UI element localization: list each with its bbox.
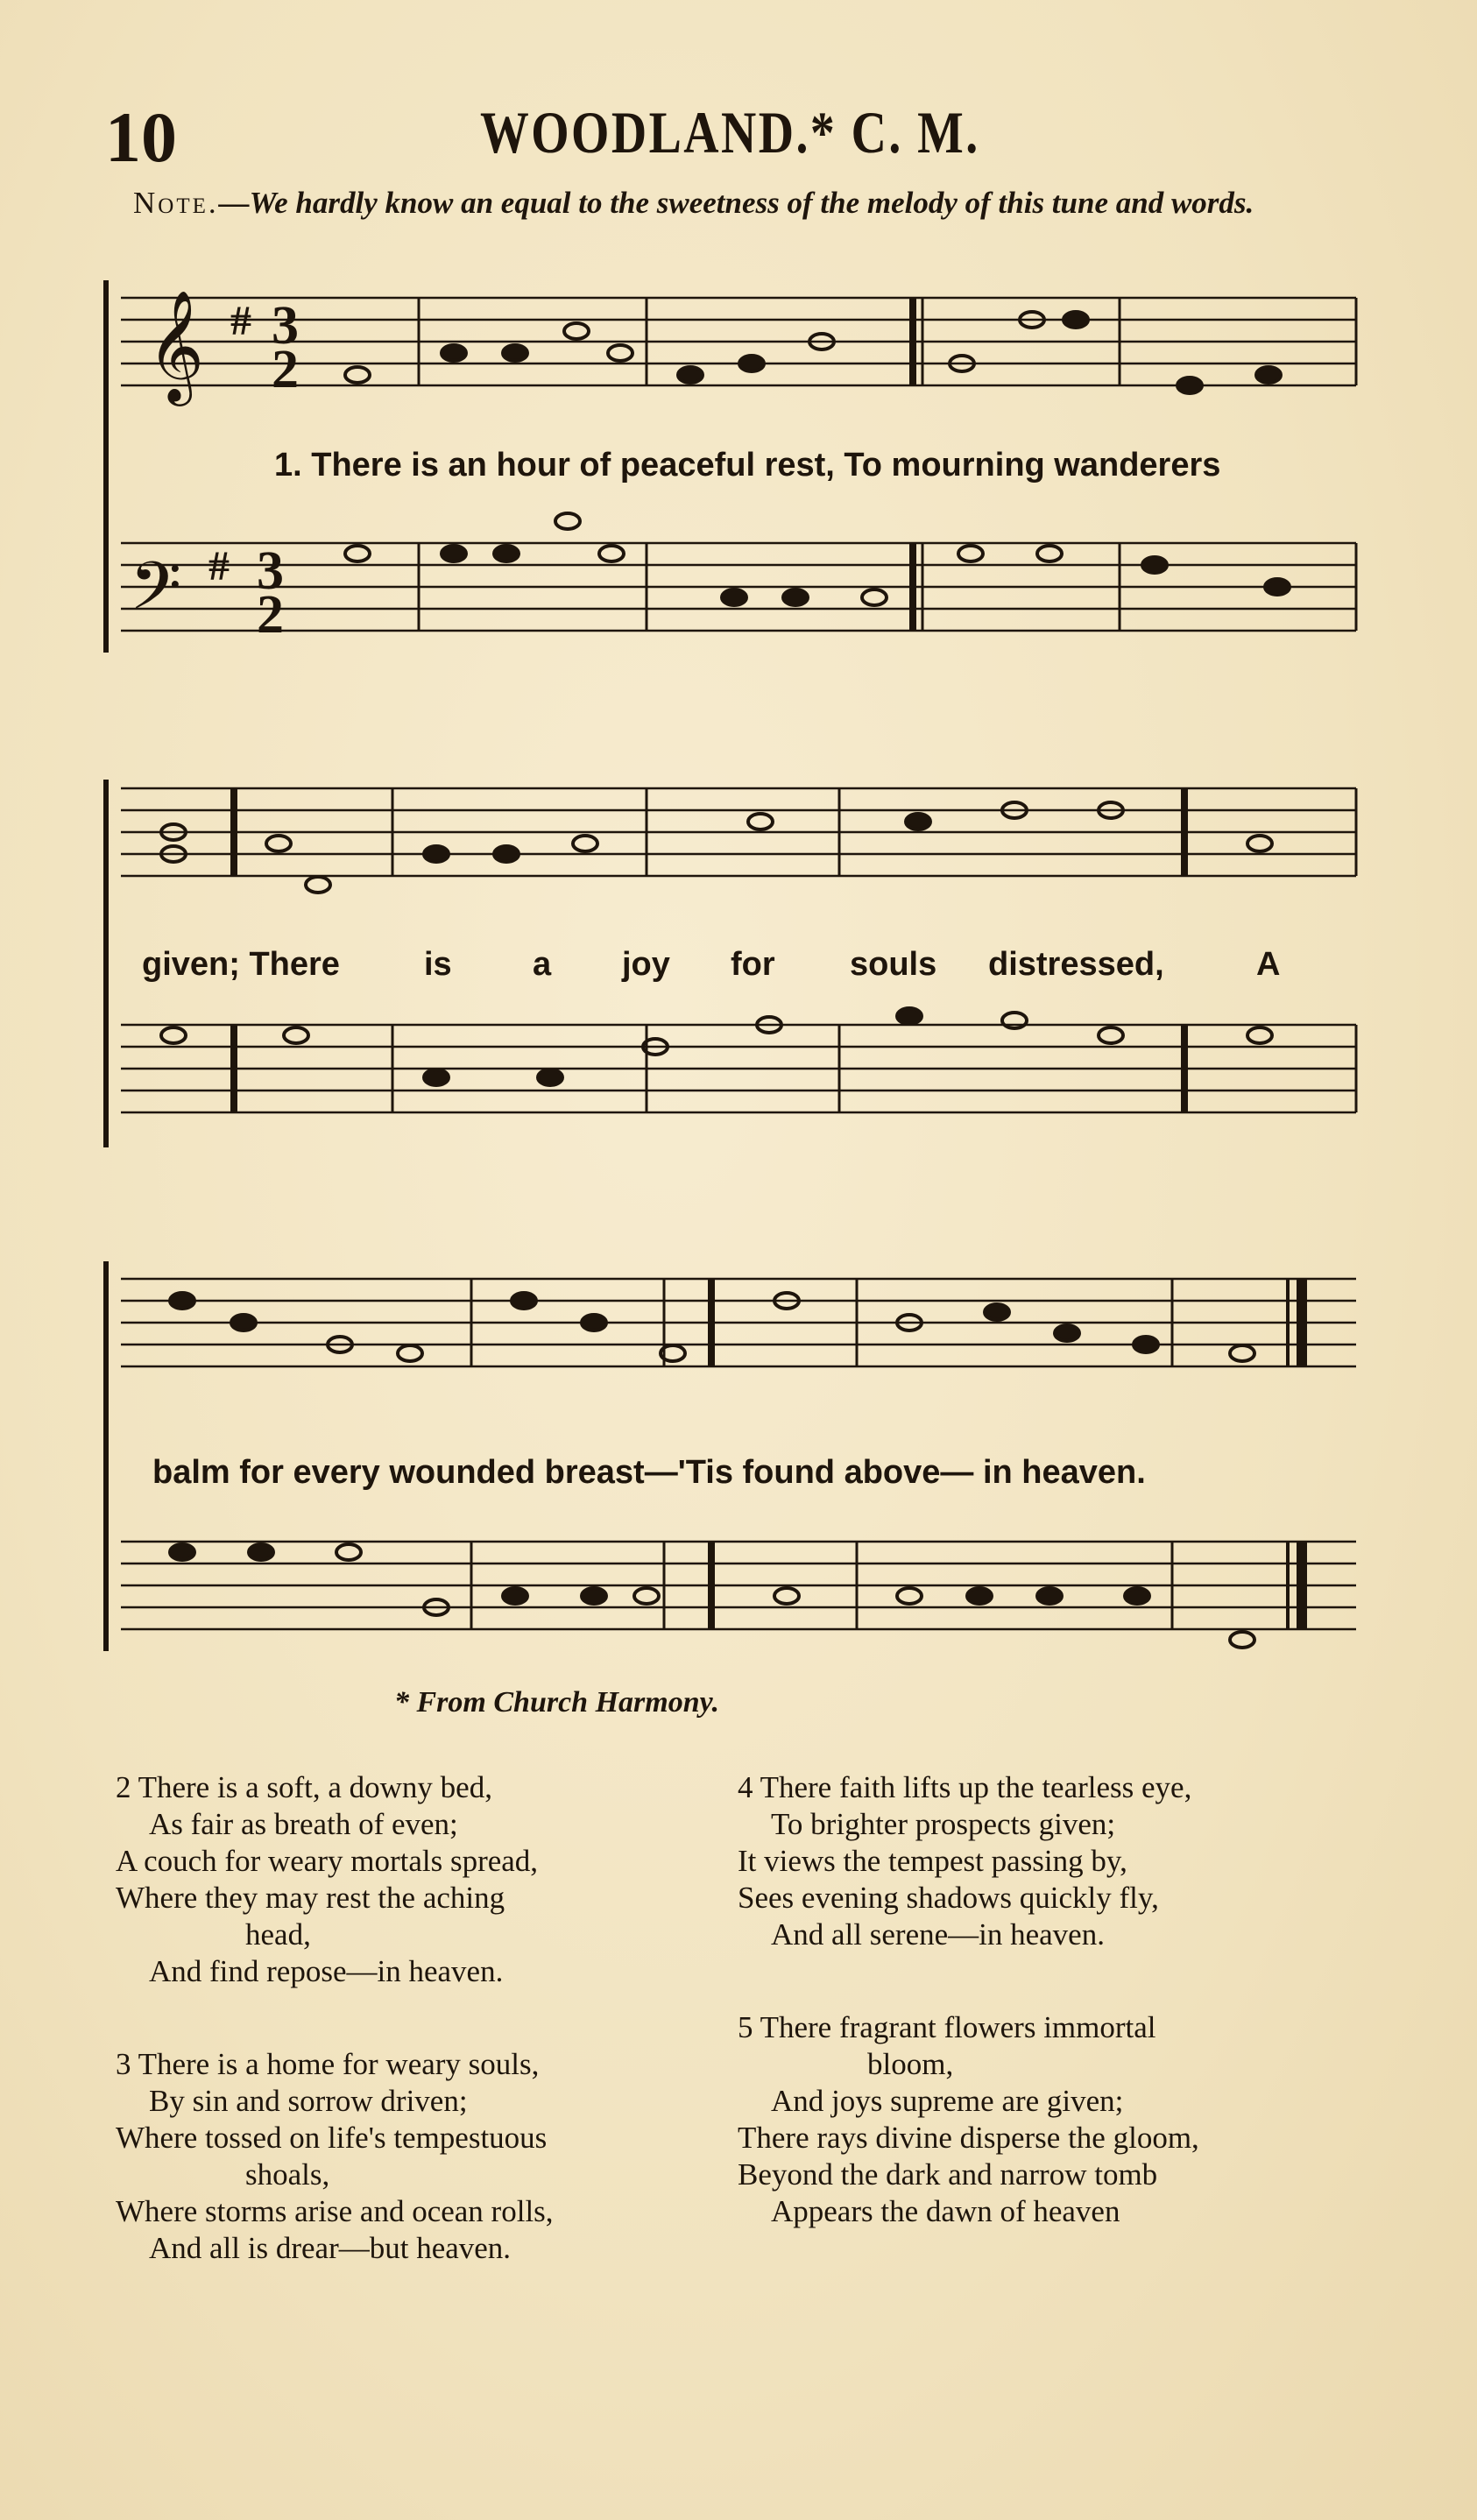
verse-line: 2 There is a soft, a downy bed, <box>116 1770 492 1804</box>
verse-line: It views the tempest passing by, <box>738 1844 1127 1878</box>
svg-text:2: 2 <box>257 585 284 645</box>
page-number: 10 <box>105 97 177 177</box>
key-sharp: # <box>230 298 251 344</box>
time-top: 3 <box>272 296 299 356</box>
verse-line: To brighter prospects given; <box>771 1807 1116 1841</box>
music-system-3 <box>103 1244 1363 1664</box>
verse-line: There rays divine disperse the gloom, <box>738 2121 1199 2155</box>
notes-system-2 <box>161 802 1272 1085</box>
treble-staff-lines <box>121 298 1356 385</box>
svg-text:3: 3 <box>257 541 284 601</box>
verse-line: Where storms arise and ocean rolls, <box>116 2194 554 2228</box>
hymn-title: WOODLAND.* C. M. <box>480 99 980 166</box>
verse-line: A couch for weary mortals spread, <box>116 1844 539 1878</box>
verse-line: Appears the dawn of heaven <box>771 2194 1120 2228</box>
lyric-word: for <box>731 946 775 983</box>
verse-line: bloom, <box>867 2047 954 2081</box>
lyric-line-1: 1. There is an hour of peaceful rest, To mourning wanderers <box>274 447 1221 484</box>
lyric-word: souls <box>850 946 937 983</box>
note-lead: Note. <box>133 186 219 220</box>
music-system-1 <box>103 272 1363 666</box>
time-bottom: 2 <box>272 340 299 399</box>
lyric-word: distressed, <box>988 946 1164 983</box>
verse-line: head, <box>245 1917 311 1952</box>
svg-text:#: # <box>208 543 230 589</box>
verse-3 <box>116 2046 554 2267</box>
verse-line: And all is drear—but heaven. <box>149 2231 512 2265</box>
verse-line: shoals, <box>245 2157 330 2192</box>
lyric-word: A <box>1256 946 1281 983</box>
lyric-word: a <box>533 946 552 983</box>
verse-line: And all serene—in heaven. <box>771 1917 1105 1952</box>
note-text: —We hardly know an equal to the sweetness of the melody of this tune and words. <box>218 186 1254 220</box>
verse-line: As fair as breath of even; <box>149 1807 458 1841</box>
verse-line: And find repose—in heaven. <box>149 1954 504 1988</box>
verse-line: 5 There fragrant flowers immortal <box>738 2010 1156 2044</box>
verse-line: 4 There faith lifts up the tearless eye, <box>738 1770 1192 1804</box>
lyric-word: joy <box>622 946 670 983</box>
note <box>133 184 1377 222</box>
verse-line: Where tossed on life's tempestuous <box>116 2121 548 2155</box>
verse-line: Where they may rest the aching <box>116 1881 505 1915</box>
verse-line: And joys supreme are given; <box>771 2084 1124 2118</box>
verse-line: By sin and sorrow driven; <box>149 2084 468 2118</box>
verse-line: 3 There is a home for weary souls, <box>116 2047 540 2081</box>
verse-line: Sees evening shadows quickly fly, <box>738 1881 1159 1915</box>
lyric-word: is <box>424 946 452 983</box>
treble-clef: 𝄞 <box>147 289 205 401</box>
bass-clef: 𝄢 <box>130 547 182 641</box>
verse-5 <box>738 2009 1199 2230</box>
music-system-2 <box>103 762 1363 1156</box>
verse-4 <box>738 1769 1191 1953</box>
verse-line: Beyond the dark and narrow tomb <box>738 2157 1158 2192</box>
bass-staff-lines <box>121 543 1356 631</box>
verse-2 <box>116 1769 538 1990</box>
lyric-line-3: balm for every wounded breast—'Tis found above— in heaven. <box>152 1454 1146 1491</box>
source-footnote: * From Church Harmony. <box>394 1686 719 1719</box>
lyric-word: given; There <box>142 946 340 983</box>
